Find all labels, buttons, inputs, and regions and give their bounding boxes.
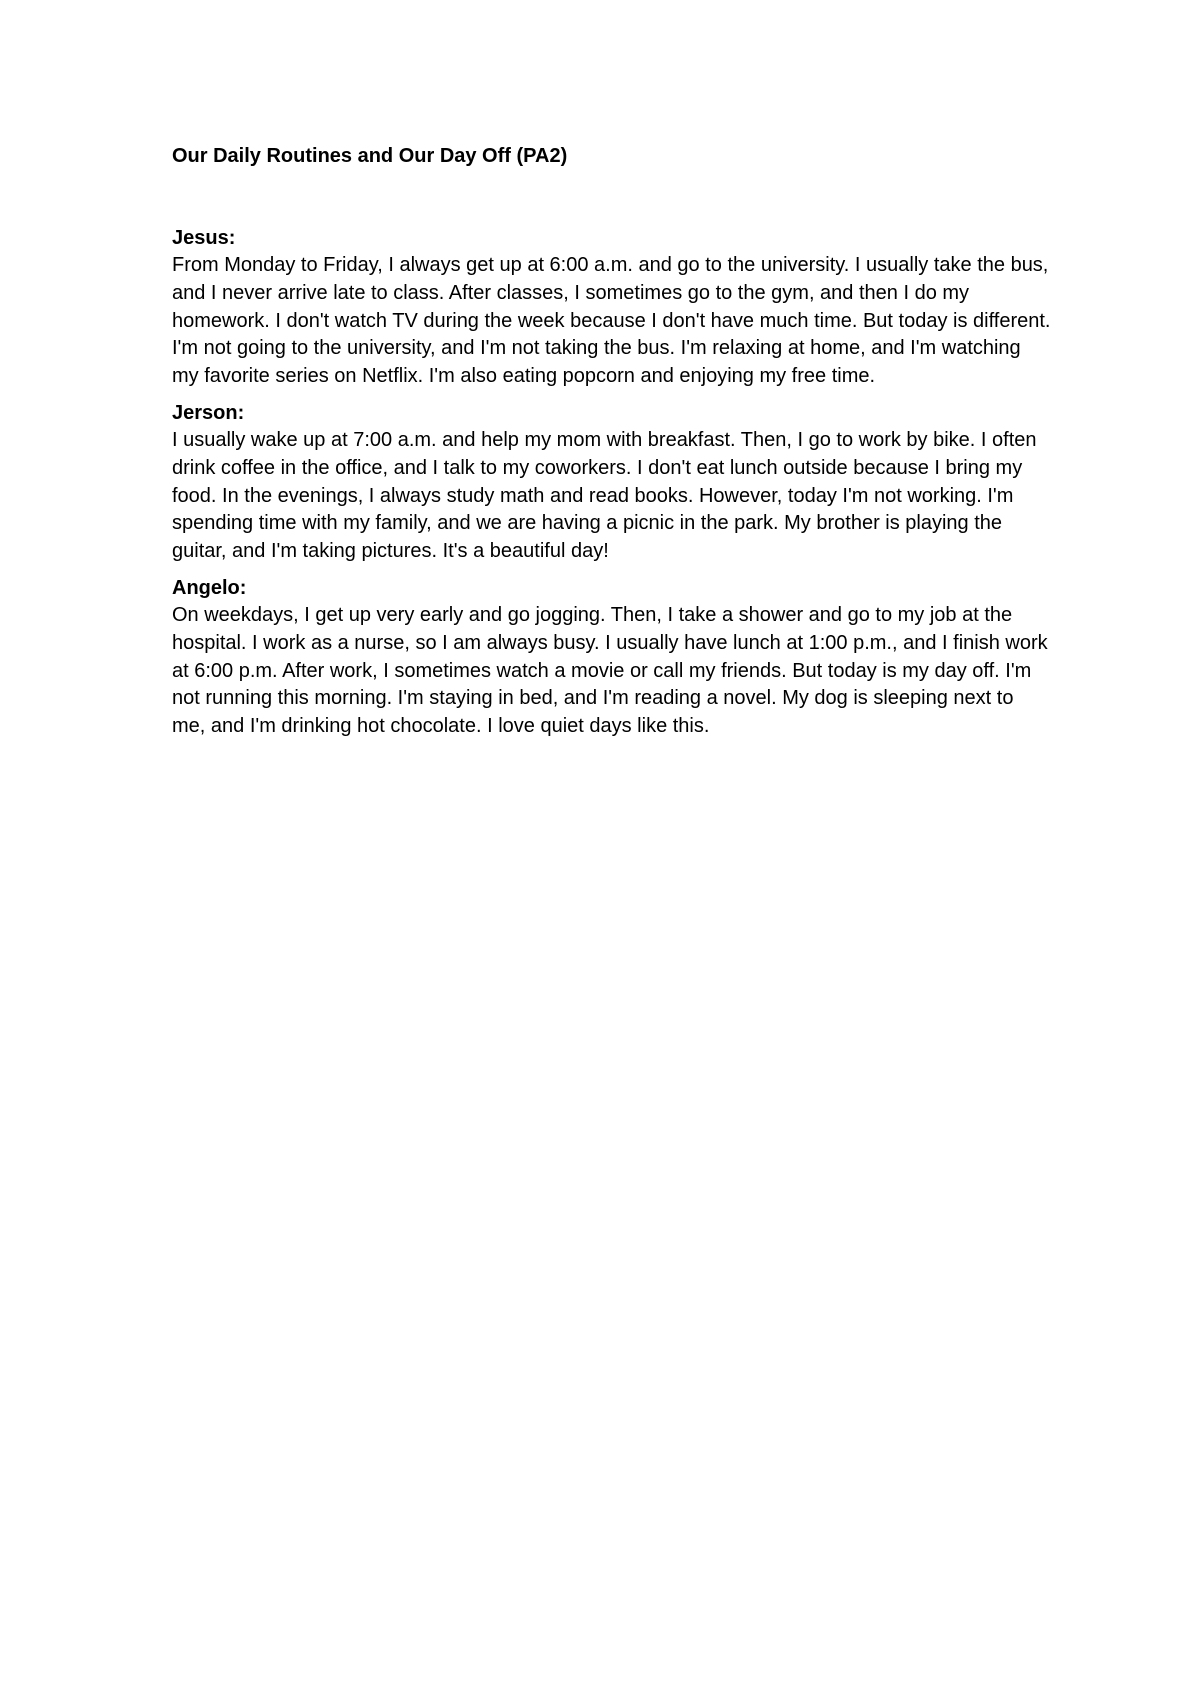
section-jerson	[172, 400, 1052, 566]
section-paragraph: On weekdays, I get up very early and go jogging. Then, I take a shower and go to my job at the hospital. I work as a nurse, so I am always busy. I usually have lunch at 1:00 p.m., and I finish work at 6:00 p.m. After work, I sometimes watch a movie or call my friends. But today is my day off. I'm not running this morning. I'm staying in bed, and I'm reading a novel. My dog is sleeping next to me, and I'm drinking hot chocolate. I love quiet days like this.	[172, 603, 1048, 738]
section-paragraph: From Monday to Friday, I always get up at 6:00 a.m. and go to the university. I usually take the bus, and I never arrive late to class. After classes, I sometimes go to the gym, and then I do my homework. I don't watch TV during the week because I don't have much time. But today is different. I'm not going to the university, and I'm not taking the bus. I'm relaxing at home, and I'm watching my favorite series on Netflix. I'm also eating popcorn and enjoying my free time.	[172, 254, 1051, 388]
section-paragraph: I usually wake up at 7:00 a.m. and help my mom with breakfast. Then, I go to work by bike. I often drink coffee in the office, and I talk to my coworkers. I don't eat lunch outside because I bring my food. In the evenings, I always study math and read books. However, today I'm not working. I'm spending time with my family, and we are having a picnic in the park. My brother is playing the guitar, and I'm taking pictures. It's a beautiful day!	[172, 428, 1037, 563]
document-title: Our Daily Routines and Our Day Off (PA2)	[172, 145, 568, 167]
section-jesus	[172, 225, 1052, 391]
speaker-name: Angelo:	[172, 576, 247, 599]
speaker-name: Jesus:	[172, 227, 236, 249]
section-angelo	[172, 575, 1052, 741]
document-content	[172, 142, 1052, 750]
speaker-name: Jerson:	[172, 401, 245, 424]
